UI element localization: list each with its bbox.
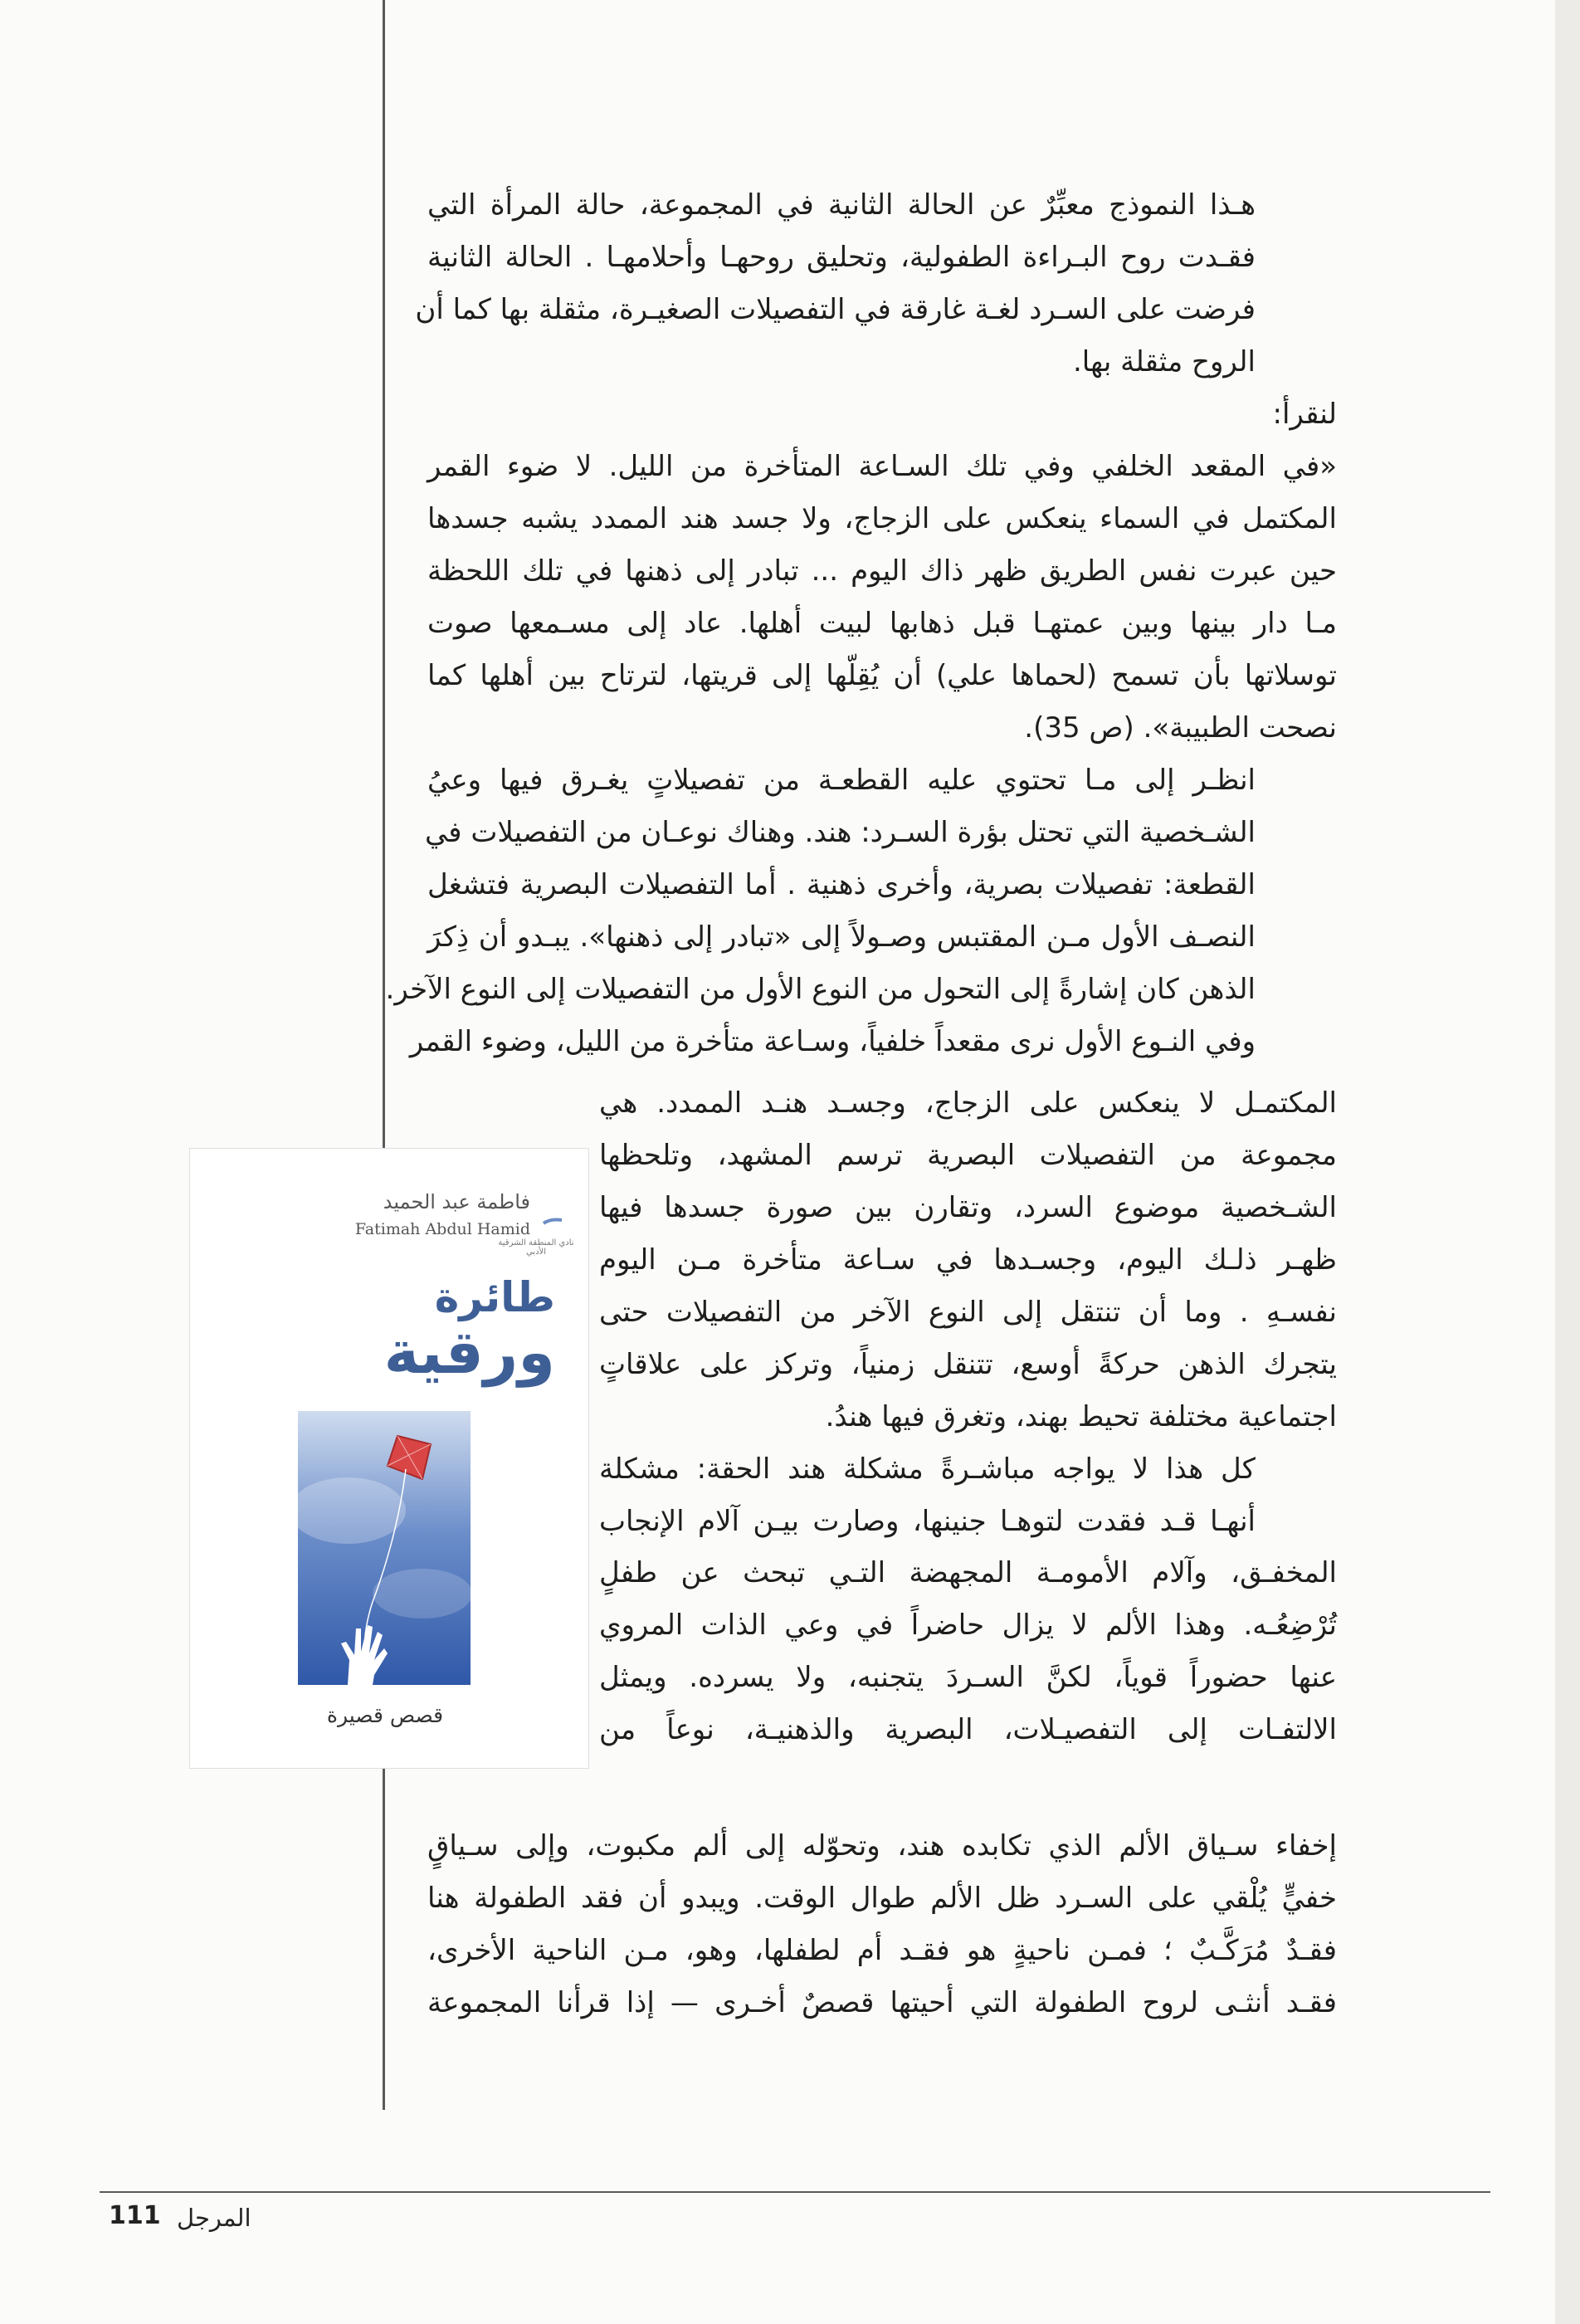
quote-paragraph: [427, 441, 1337, 754]
kite-illustration: [298, 1411, 471, 1685]
paragraph: [599, 1077, 1337, 1443]
body-text-top: [385, 179, 1337, 1068]
page-number: 111: [109, 2201, 161, 2230]
text-line: فقـدت روح البـراءة الطفولية، وتحليق روحهـا وأحلامهـا . الحالة الثانية: [427, 241, 1256, 274]
text-line: خفيٍّ يُلْقي على السـرد ظل الألم طوال الوقت. ويبدو أن فقد الطفولة هنا: [427, 1882, 1337, 1915]
text-line: هـذا النموذج معبِّرٌ عن الحالة الثانية في المجموعة، حالة المرأة التي: [427, 188, 1256, 222]
text-line: وفي النـوع الأول نرى مقعداً خلفياً، وسـاعة متأخرة من الليل، وضوء القمر: [409, 1025, 1256, 1058]
paragraph: [385, 754, 1337, 1068]
book-cover-image: [190, 1149, 588, 1768]
text-line: عنها حضوراً قوياً، لكنَّ السـردَ يتجنبه، ولا يسرده. ويمثل: [599, 1661, 1337, 1694]
text-line: كل هذا لا يواجه مباشـرةً مشكلة هند الحقة: مشكلة: [599, 1452, 1256, 1486]
text-line: مـا دار بينها وبين عمتهـا قبل ذهابها لبيت أهلها. عاد إلى مسـمعها صوت: [427, 607, 1337, 640]
text-line: الروح مثقلة بها.: [1072, 345, 1256, 378]
text-line: المخفـق، وآلام الأمومـة المجهضة التـي تبحث عن طفلٍ: [599, 1556, 1337, 1589]
author-name-english: Fatimah Abdul Hamid: [354, 1220, 530, 1238]
text-line: انظـر إلى مـا تحتوي عليه القطعـة من تفصيلاتٍ يغـرق فيها وعيُ: [427, 764, 1256, 797]
publisher-name: نادي المنطقة الشرقية الأدبي: [498, 1238, 574, 1257]
body-text-narrow: [599, 1077, 1337, 1756]
journal-name: المرجل: [177, 2204, 251, 2232]
paragraph: [599, 1547, 1337, 1756]
text-line: «في المقعد الخلفي وفي تلك السـاعة المتأخرة من الليل. لا ضوء القمر: [427, 450, 1337, 483]
text-line: المكتمل في السماء ينعكس على الزجاج، ولا جسد هند الممدد يشبه جسدها: [427, 502, 1337, 535]
text-line: يتجرك الذهن حركةً أوسع، تتنقل زمنياً، وتركز على علاقاتٍ: [599, 1348, 1337, 1381]
text-line: نفسـهِ . وما أن تنتقل إلى النوع الآخر من التفصيلات حتى: [599, 1296, 1337, 1329]
text-line: حين عبرت نفس الطريق ظهر ذاك اليوم ... تبادر إلى ذهنها في تلك اللحظة: [427, 554, 1337, 588]
text-line: مجموعة من التفصيلات البصرية ترسم المشهد، وتلحظها: [599, 1139, 1337, 1172]
body-text-bottom: [427, 1820, 1337, 2029]
paragraph: [599, 1443, 1337, 1548]
paragraph: [427, 388, 1337, 441]
text-line: توسلاتها بأن تسمح (لحماها علي) أن يُقِلّها إلى قريتها، لترتاح بين أهلها كما: [427, 659, 1337, 692]
book-title-line: ورقية: [383, 1317, 555, 1387]
book-subtitle: قصص قصيرة: [326, 1703, 444, 1727]
text-line: الشـخصية موضوع السرد، وتقارن بين صورة جسدها فيها: [599, 1191, 1337, 1224]
text-line: المكتمـل لا ينعكس على الزجاج، وجسـد هنـد الممدد. هي: [599, 1086, 1337, 1120]
text-line: الالتفـات إلى التفصيـلات، البصرية والذهنيـة، نوعاً من: [599, 1713, 1337, 1746]
text-line: ظهـر ذلـك اليوم، وجسـدها في سـاعة متأخرة مـن اليوم: [599, 1243, 1337, 1277]
text-line: نصحت الطبيبة». (ص 35).: [1024, 711, 1337, 745]
text-line: إخفاء سـياق الألم الذي تكابده هند، وتحوّله إلى ألم مكبوت، وإلى سـياقٍ: [427, 1829, 1337, 1863]
text-line: النصـف الأول مـن المقتبس وصـولاً إلى «تبادر إلى ذهنها». يبـدو أن ذِكرَ: [427, 920, 1256, 954]
text-line: تُرْضِعُـه. وهذا الألم لا يزال حاضراً في وعي الذات المروي: [599, 1609, 1337, 1642]
text-line: الذهن كان إشارةً إلى التحول من النوع الأول من التفصيلات إلى النوع الآخر.: [385, 973, 1256, 1006]
paragraph: [427, 1820, 1337, 2029]
vertical-rule: [383, 0, 385, 2110]
book-title: [281, 1273, 555, 1387]
text-line: القطعة: تفصيلات بصرية، وأخرى ذهنية . أما التفصيلات البصرية فتشغل: [427, 868, 1256, 901]
text-line: لنقرأ:: [1272, 398, 1337, 431]
book-title-line: طائرة: [434, 1273, 555, 1321]
text-line: الشـخصية التي تحتل بؤرة السـرد: هند. وهناك نوعـان من التفصيلات في: [424, 816, 1256, 849]
text-line: فقـد أنثـى لروح الطفولة التي أحيتها قصصٌ أخـرى — إذا قرأنا المجموعة: [427, 1986, 1337, 2019]
page-edge: [1555, 0, 1580, 2324]
text-line: فرضت على السـرد لغـة غارقة في التفصيلات الصغيـرة، مثقلة بها كما أن: [415, 293, 1256, 326]
text-line: أنهـا قـد فقدت لتوهـا جنينها، وصارت بيـن آلام الإنجاب: [599, 1505, 1256, 1538]
text-line: اجتماعية مختلفة تحيط بهند، وتغرق فيها هندُ.: [825, 1400, 1337, 1433]
footer-rule: [100, 2191, 1490, 2193]
author-name-arabic: فاطمة عبد الحميد: [383, 1190, 530, 1213]
text-line: فقـدٌ مُرَكَّـبٌ ؛ فمـن ناحيةٍ هو فقـد أم لطفلها، وهو، مـن الناحية الأخرى،: [427, 1934, 1337, 1967]
paragraph: [415, 179, 1337, 388]
